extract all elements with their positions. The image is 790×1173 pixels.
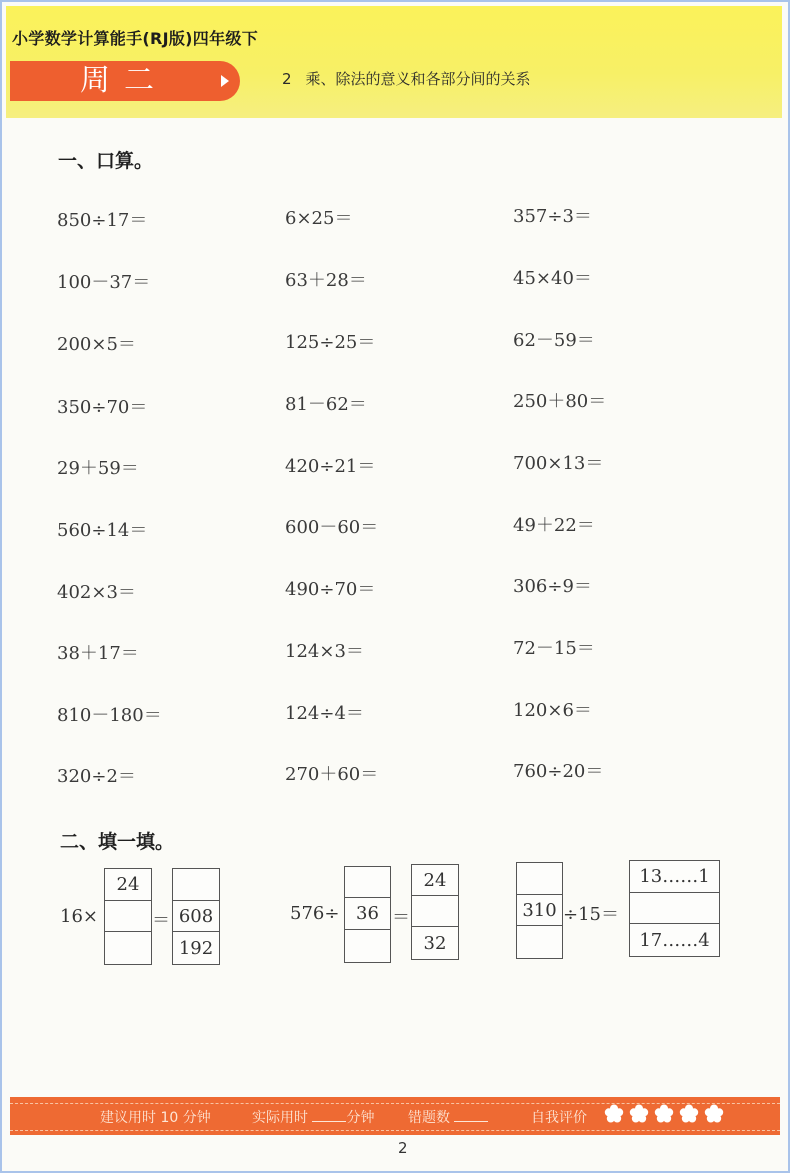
oral-problem: 120×6＝ [513, 700, 592, 721]
oral-problem: 357÷3＝ [513, 206, 592, 227]
oral-problem: 850÷17＝ [57, 210, 148, 231]
book-title: 小学数学计算能手(RJ版)四年级下 [12, 29, 258, 48]
oral-problem: 306÷9＝ [513, 576, 592, 597]
actual-time [252, 1107, 374, 1127]
fill-cell[interactable] [105, 932, 151, 964]
oral-problem: 29＋59＝ [57, 458, 139, 479]
fill-column-right [629, 860, 720, 957]
flower-icon[interactable] [629, 1104, 649, 1124]
minutes-unit: 分钟 [346, 1110, 375, 1126]
division-operator: ÷15＝ [563, 904, 619, 925]
lesson-number: 2 [282, 70, 292, 88]
fill-column-right [411, 864, 459, 960]
oral-problem: 600－60＝ [285, 517, 379, 538]
fill-column-left [516, 862, 563, 959]
arrow-right-icon [221, 75, 229, 87]
self-eval-stars [604, 1104, 724, 1124]
section-heading-fill: 二、填一填。 [60, 831, 175, 853]
equals-sign: ＝ [392, 907, 410, 928]
oral-problem: 6×25＝ [285, 208, 353, 229]
oral-problem: 402×3＝ [57, 582, 136, 603]
fill-cell[interactable] [630, 893, 719, 924]
lesson-name: 乘、除法的意义和各部分间的关系 [305, 70, 531, 88]
error-count-blank[interactable] [454, 1109, 488, 1122]
oral-problem: 320÷2＝ [57, 766, 136, 787]
actual-time-label: 实际用时 [252, 1110, 308, 1126]
fill-prefix: 576÷ [290, 903, 340, 924]
fill-cell[interactable] [345, 930, 390, 962]
oral-problem: 420÷21＝ [285, 456, 376, 477]
fill-cell[interactable] [105, 901, 151, 932]
day-label: 周二 [80, 63, 168, 98]
fill-cell[interactable] [517, 926, 562, 958]
oral-problem: 700×13＝ [513, 453, 604, 474]
fill-cell[interactable] [517, 863, 562, 895]
oral-problem: 810－180＝ [57, 705, 162, 726]
fill-cell[interactable]: 24 [412, 865, 458, 896]
fill-column-right [172, 868, 220, 965]
fill-cell[interactable]: 608 [173, 901, 219, 932]
oral-problem: 81－62＝ [285, 394, 367, 415]
oral-problem: 350÷70＝ [57, 397, 148, 418]
page-number: 2 [398, 1139, 408, 1157]
fill-cell[interactable]: 17……4 [639, 929, 710, 951]
oral-problem: 124×3＝ [285, 641, 364, 662]
equals-sign: ＝ [152, 910, 170, 931]
lesson-title [282, 68, 531, 89]
fill-cell[interactable]: 36 [345, 898, 390, 930]
oral-problem: 250＋80＝ [513, 391, 607, 412]
fill-cell[interactable] [412, 896, 458, 927]
oral-problem: 62－59＝ [513, 330, 595, 351]
fill-cell[interactable] [173, 869, 219, 901]
oral-problem: 760÷20＝ [513, 761, 604, 782]
oral-problem: 45×40＝ [513, 268, 592, 289]
fill-cell[interactable] [345, 867, 390, 898]
fill-column-left [104, 868, 152, 965]
actual-time-blank[interactable] [312, 1109, 346, 1122]
oral-problem: 72－15＝ [513, 638, 595, 659]
oral-problem: 270＋60＝ [285, 764, 379, 785]
oral-problem: 63＋28＝ [285, 270, 367, 291]
fill-cell[interactable]: 310 [517, 895, 562, 926]
fill-column-left [344, 866, 391, 963]
oral-problem: 38＋17＝ [57, 643, 139, 664]
oral-problem: 100－37＝ [57, 272, 151, 293]
error-count [408, 1107, 488, 1127]
oral-problem: 560÷14＝ [57, 520, 148, 541]
flower-icon[interactable] [704, 1104, 724, 1124]
oral-problem: 490÷70＝ [285, 579, 376, 600]
self-eval-label: 自我评价 [531, 1110, 587, 1126]
section-heading-oral: 一、口算。 [58, 150, 154, 172]
flower-icon[interactable] [604, 1104, 624, 1124]
flower-icon[interactable] [654, 1104, 674, 1124]
fill-cell[interactable]: 24 [105, 869, 151, 901]
oral-problem: 125÷25＝ [285, 332, 376, 353]
fill-cell[interactable]: 32 [423, 932, 447, 954]
fill-prefix: 16× [60, 906, 98, 927]
error-count-label: 错题数 [408, 1110, 450, 1126]
suggested-time: 建议用时 10 分钟 [100, 1110, 211, 1126]
flower-icon[interactable] [679, 1104, 699, 1124]
fill-cell[interactable]: 192 [178, 937, 214, 959]
fill-cell[interactable]: 13……1 [630, 861, 719, 893]
oral-problem: 124÷4＝ [285, 703, 364, 724]
oral-problem: 49＋22＝ [513, 515, 595, 536]
oral-problem: 200×5＝ [57, 334, 136, 355]
